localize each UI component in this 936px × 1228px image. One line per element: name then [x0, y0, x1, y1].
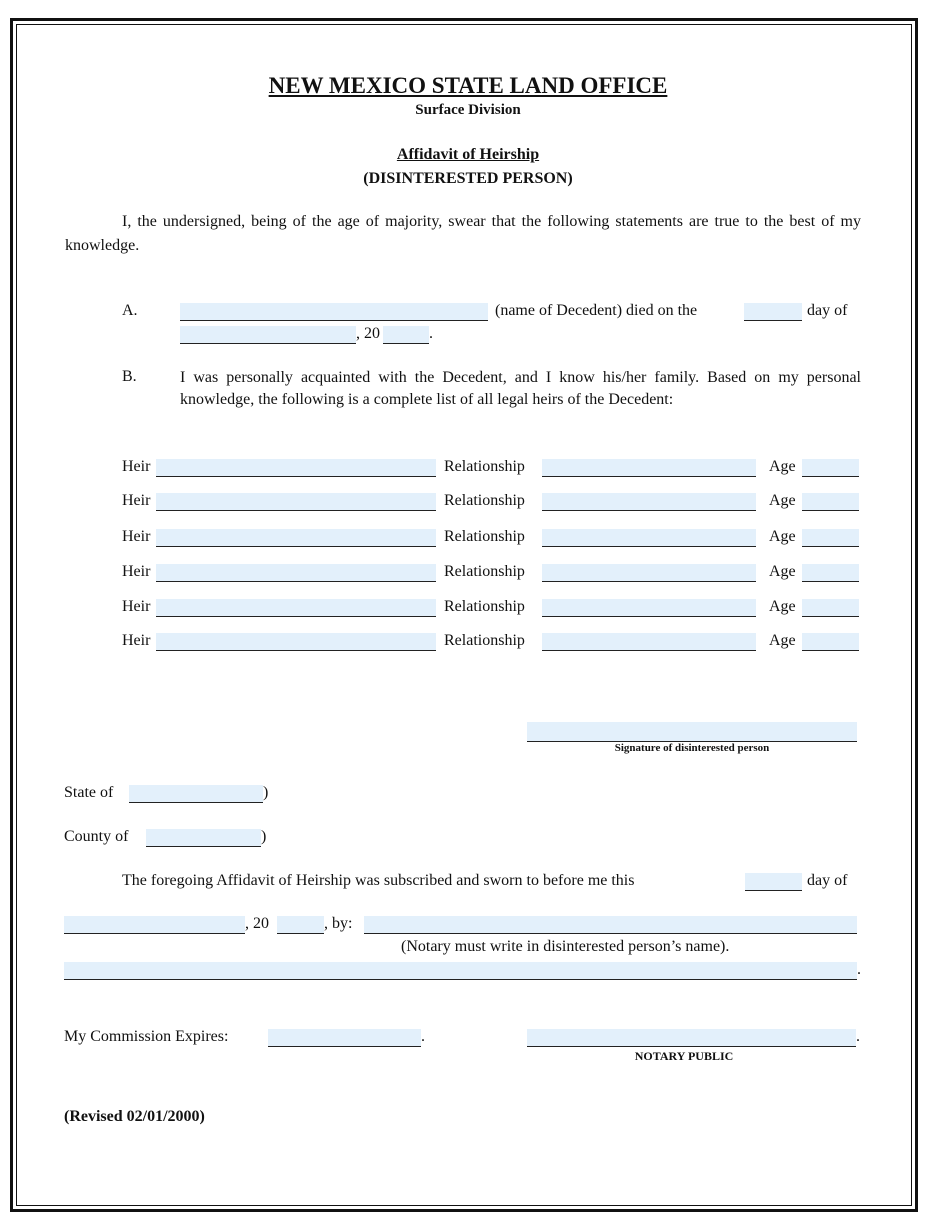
relationship-label: Relationship — [444, 598, 525, 615]
heir-2-relationship-field[interactable] — [542, 493, 756, 511]
age-label: Age — [769, 598, 796, 615]
heir-4-relationship-field[interactable] — [542, 564, 756, 582]
disinterested-name-line[interactable] — [64, 962, 857, 980]
signature-caption: Signature of disinterested person — [614, 742, 770, 754]
age-label: Age — [769, 528, 796, 545]
death-month-field[interactable] — [180, 326, 356, 344]
division-subtitle: Surface Division — [415, 102, 521, 118]
notary-signature-field[interactable] — [527, 1029, 856, 1047]
county-field[interactable] — [146, 829, 261, 847]
heir-2-name-field[interactable] — [156, 493, 436, 511]
age-label: Age — [769, 632, 796, 649]
commission-label: My Commission Expires: — [64, 1028, 229, 1045]
day-of-label: day of — [807, 302, 848, 319]
age-label: Age — [769, 563, 796, 580]
state-field[interactable] — [129, 785, 263, 803]
heir-6-name-field[interactable] — [156, 633, 436, 651]
notary-period: . — [856, 1028, 860, 1045]
state-paren: ) — [263, 784, 269, 801]
item-b-paragraph: I was personally acquainted with the Decedent, and I know his/her family. Based on my personal knowledge, the following is a complete list of all legal heirs of the Decedent: — [180, 369, 861, 408]
foregoing-text: The foregoing Affidavit of Heirship was subscribed and sworn to before me this — [122, 872, 635, 889]
death-year-field[interactable] — [383, 326, 429, 344]
heir-label: Heir — [122, 528, 151, 545]
disinterested-signature-field[interactable] — [527, 722, 857, 742]
heir-6-relationship-field[interactable] — [542, 633, 756, 651]
heir-label: Heir — [122, 492, 151, 509]
sworn-month-field[interactable] — [64, 916, 245, 934]
heir-label: Heir — [122, 458, 151, 475]
revision-note: (Revised 02/01/2000) — [64, 1108, 205, 1125]
page-title: NEW MEXICO STATE LAND OFFICE — [268, 73, 668, 98]
heir-3-age-field[interactable] — [802, 529, 859, 547]
heir-5-relationship-field[interactable] — [542, 599, 756, 617]
heir-5-name-field[interactable] — [156, 599, 436, 617]
heir-4-age-field[interactable] — [802, 564, 859, 582]
notary-instruction: (Notary must write in disinterested person’s name). — [401, 938, 730, 955]
item-b-letter: B. — [122, 368, 137, 385]
item-a-letter: A. — [122, 302, 138, 319]
heir-label: Heir — [122, 598, 151, 615]
heir-4-name-field[interactable] — [156, 564, 436, 582]
heir-label: Heir — [122, 563, 151, 580]
heir-label: Heir — [122, 632, 151, 649]
decedent-name-caption: (name of Decedent) died on the — [495, 302, 698, 319]
relationship-label: Relationship — [444, 632, 525, 649]
sworn-year-prefix: , 20 — [245, 915, 269, 932]
county-paren: ) — [261, 828, 267, 845]
heir-2-age-field[interactable] — [802, 493, 859, 511]
commission-expires-field[interactable] — [268, 1029, 421, 1047]
sworn-year-field[interactable] — [277, 916, 324, 934]
decedent-name-field[interactable] — [180, 303, 488, 321]
heir-1-age-field[interactable] — [802, 459, 859, 477]
heir-5-age-field[interactable] — [802, 599, 859, 617]
heir-3-relationship-field[interactable] — [542, 529, 756, 547]
sworn-day-of-label: day of — [807, 872, 848, 889]
by-label: , by: — [324, 915, 353, 932]
relationship-label: Relationship — [444, 492, 525, 509]
name-line-period: . — [857, 961, 861, 978]
age-label: Age — [769, 492, 796, 509]
county-of-label: County of — [64, 828, 129, 845]
relationship-label: Relationship — [444, 528, 525, 545]
heir-1-name-field[interactable] — [156, 459, 436, 477]
form-subtitle: (DISINTERESTED PERSON) — [363, 170, 573, 187]
sworn-day-field[interactable] — [745, 873, 802, 891]
item-a-period: . — [429, 325, 433, 342]
relationship-label: Relationship — [444, 458, 525, 475]
state-of-label: State of — [64, 784, 114, 801]
sworn-by-name-field[interactable] — [364, 916, 857, 934]
notary-public-caption: NOTARY PUBLIC — [634, 1049, 734, 1063]
heir-6-age-field[interactable] — [802, 633, 859, 651]
form-title: Affidavit of Heirship — [396, 146, 540, 163]
relationship-label: Relationship — [444, 563, 525, 580]
commission-period: . — [421, 1028, 425, 1045]
death-day-field[interactable] — [744, 303, 802, 321]
year-prefix: , 20 — [356, 325, 380, 342]
heir-1-relationship-field[interactable] — [542, 459, 756, 477]
intro-paragraph: I, the undersigned, being of the age of majority, swear that the following statements are true to the best of my knowledge. — [65, 213, 861, 254]
age-label: Age — [769, 458, 796, 475]
heir-3-name-field[interactable] — [156, 529, 436, 547]
